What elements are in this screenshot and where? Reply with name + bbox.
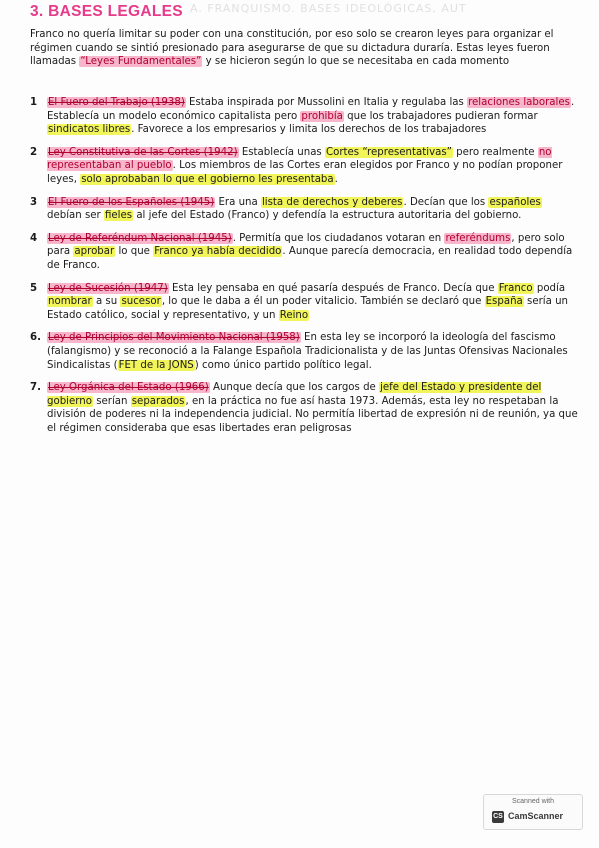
list-item xyxy=(30,331,578,372)
item-fragment: . Favorece a los empresarios y limita los derechos de los trabajadores xyxy=(131,124,487,136)
item-fragment: Estaba inspirada por Mussolini en Italia y regulaba las xyxy=(185,97,468,108)
item-heading: Ley Constitutiva de las Cortes (1942) xyxy=(48,146,238,158)
item-fragment: sería un Estado católico, social y representativo, y un xyxy=(47,296,569,321)
item-highlight: Reino xyxy=(279,309,309,321)
list-item xyxy=(30,232,578,273)
bleed-through-text: A. FRANQUISMO. BASES IDEOLÓGICAS, AUT xyxy=(190,2,467,15)
item-fragment: , en la práctica no fue así hasta 1973. Además, esta ley no respetaban la división de poderes ni la independencia judicial. No permitía libertad de expresión ni de reunión, ya que el régimen consideraba que esas libertades eran peligrosas xyxy=(47,395,578,434)
item-fragment: podía xyxy=(533,282,566,294)
item-highlight: relaciones laborales xyxy=(468,97,570,108)
item-number: 3 xyxy=(30,196,38,208)
item-fragment: que los trabajadores pudieran formar xyxy=(343,110,538,122)
item-fragment: , pero solo para xyxy=(47,232,565,258)
item-number: 5 xyxy=(30,282,38,294)
list-item xyxy=(30,282,578,323)
item-heading: Ley de Referéndum Nacional (1945) xyxy=(48,232,232,244)
watermark-brand: CamScanner xyxy=(508,811,564,821)
item-highlight: no representaban al pueblo xyxy=(47,146,552,172)
item-text xyxy=(47,282,578,323)
item-highlight: nombrar xyxy=(48,296,92,308)
item-fragment: . Establecía un modelo económico capitalista pero xyxy=(47,97,575,122)
page-title: 3. BASES LEGALES xyxy=(30,3,183,20)
item-fragment: . Los miembros de las Cortes eran elegidos por Franco y no podían proponer leyes, xyxy=(47,160,563,185)
item-number: 7. xyxy=(30,382,41,394)
item-fragment: al jefe del Estado (Franco) y defendía la estructura autoritaria del gobierno. xyxy=(133,210,522,222)
item-highlight: Franco xyxy=(498,282,533,294)
item-highlight: sucesor xyxy=(121,296,161,308)
item-highlight: Franco ya había decidido xyxy=(154,246,282,258)
list-item xyxy=(30,96,578,137)
item-fragment: En esta ley se incorporó la ideología del fascismo (falangismo) y se reconoció a la Falange Española Tradicionalista y de las Juntas Ofensivas Nacionales Sindicalistas ( xyxy=(47,332,568,371)
item-text xyxy=(47,196,578,223)
list-item xyxy=(30,146,578,187)
item-highlight: España xyxy=(485,296,523,308)
intro-highlight: “Leyes Fundamentales” xyxy=(80,56,202,68)
laws-list xyxy=(30,96,578,444)
watermark-caption: Scanned with xyxy=(511,798,555,805)
item-fragment: serían xyxy=(92,395,131,407)
list-item xyxy=(30,381,578,435)
item-number: 2 xyxy=(30,146,38,158)
item-fragment: Establecía unas xyxy=(238,146,325,158)
camscanner-watermark xyxy=(483,794,583,830)
item-text xyxy=(47,232,578,273)
item-number: 1 xyxy=(30,97,38,108)
list-item xyxy=(30,196,578,223)
item-fragment: lo que xyxy=(115,246,154,258)
item-highlight: solo aprobaban lo que el gobierno les presentaba xyxy=(81,173,334,185)
item-highlight: fieles xyxy=(104,210,133,222)
item-fragment: Aunque decía que los cargos de xyxy=(209,382,380,394)
item-text xyxy=(47,146,578,187)
item-fragment: , lo que le daba a él un poder vitalicio. También se declaró que xyxy=(161,296,485,308)
item-heading: El Fuero del Trabajo (1938) xyxy=(48,97,185,108)
item-heading: El Fuero de los Españoles (1945) xyxy=(48,196,215,208)
item-fragment: . Decían que los xyxy=(403,196,489,208)
item-fragment: a su xyxy=(92,296,121,308)
item-highlight: españoles xyxy=(489,196,541,208)
item-fragment: ) como único partido político legal. xyxy=(194,359,372,371)
item-highlight: jefe del Estado y presidente del gobierno xyxy=(47,382,542,407)
item-highlight: sindicatos libres xyxy=(48,124,131,136)
item-fragment: Era una xyxy=(215,196,261,208)
item-highlight: lista de derechos y deberes xyxy=(261,196,403,208)
item-number: 4 xyxy=(30,232,38,244)
intro-paragraph xyxy=(30,28,570,69)
intro-text: Franco no quería limitar su poder con una constitución, por eso solo se crearon leyes para organizar el régimen cuando se sintió presionado para asegurarse de que su dictadura duraría. Estas leyes fueron llamadas xyxy=(30,29,554,68)
item-heading: Ley de Sucesión (1947) xyxy=(48,282,168,294)
item-text xyxy=(47,96,578,137)
intro-text-end: y se hicieron según lo que se necesitaba en cada momento xyxy=(202,56,510,68)
item-number: 6. xyxy=(30,332,41,344)
item-text xyxy=(47,381,578,435)
item-fragment: . Aunque parecía democracia, en realidad todo dependía de Franco. xyxy=(47,246,573,271)
item-text xyxy=(47,331,578,372)
item-fragment: debían ser xyxy=(47,210,104,222)
item-highlight: prohibía xyxy=(301,110,343,122)
item-heading: Ley de Principios del Movimiento Nacional (1958) xyxy=(48,332,300,344)
camscanner-logo-icon: CS xyxy=(492,811,504,823)
item-heading: Ley Orgánica del Estado (1966) xyxy=(48,382,209,394)
item-highlight: aprobar xyxy=(74,246,115,258)
item-fragment: . Permitía que los ciudadanos votaran en xyxy=(232,232,445,244)
item-highlight: Cortes “representativas” xyxy=(325,146,452,158)
item-highlight: separados xyxy=(131,395,185,407)
item-highlight: FET de la JONS xyxy=(118,359,194,371)
item-highlight: referéndums xyxy=(445,232,511,244)
item-fragment: pero realmente xyxy=(452,146,538,158)
item-fragment: . xyxy=(334,173,338,185)
item-fragment: Esta ley pensaba en qué pasaría después de Franco. Decía que xyxy=(168,282,498,294)
